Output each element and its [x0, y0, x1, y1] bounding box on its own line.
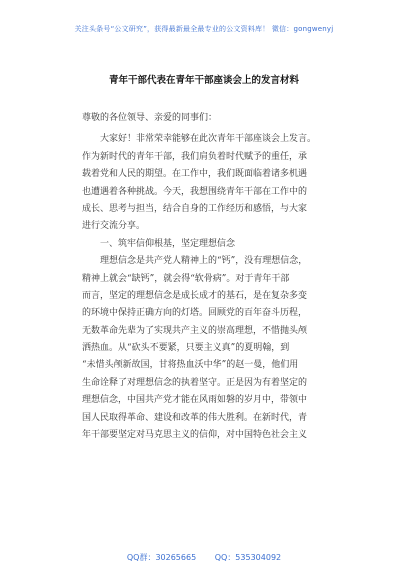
body-line: 年干部要坚定对马克思主义的信仰，对中国特色社会主义 [82, 430, 308, 441]
qq-group-label[interactable]: QQ群：30265665 [126, 553, 197, 562]
body-line: 成长、思考与担当，结合自身的工作经历和感悟，与大家 [82, 203, 308, 214]
body-line: 精神上就会“缺钙”，就会得“软骨病”。对于青年干部 [82, 273, 290, 284]
body-line: 载着党和人民的期望。在工作中，我们既面临着诸多机遇 [82, 169, 308, 180]
body-line: 的环境中保持正确方向的灯塔。回顾党的百年奋斗历程， [82, 308, 308, 319]
body-line: 而言，坚定的理想信念是成长成才的基石，是在复杂多变 [82, 290, 308, 301]
section-heading: 一、筑牢信仰根基，坚定理想信念 [100, 238, 236, 249]
qq-contact-label[interactable]: QQ：535304092 [214, 553, 282, 562]
salutation-line: 尊敬的各位领导、亲爱的同事们： [82, 113, 218, 123]
body-line: 生命诠释了对理想信念的执着坚守。正是因为有着坚定的 [82, 377, 308, 388]
body-line: 理想信念是共产党人精神上的“钙”，没有理想信念， [100, 256, 308, 267]
body-line: 大家好！非常荣幸能够在此次青年干部座谈会上发言。 [100, 134, 317, 145]
body-line: 国人民取得革命、建设和改革的伟大胜利。在新时代，青 [82, 412, 308, 423]
body-line: 作为新时代的青年干部，我们肩负着时代赋予的重任，承 [82, 151, 308, 162]
body-line: 也遭遇着各种挑战。今天，我想围绕青年干部在工作中的 [82, 186, 308, 197]
document-title: 青年干部代表在青年干部座谈会上的发言材料 [108, 75, 299, 86]
contact-footer [0, 552, 408, 563]
body-line: 无数革命先辈为了实现共产主义的崇高理想，不惜抛头颅 [82, 325, 308, 336]
body-line: 洒热血。从“砍头不要紧，只要主义真”的夏明翰，到 [82, 343, 290, 354]
body-line: “未惜头颅新故国，甘将热血沃中华”的赵一曼，他们用 [82, 360, 299, 371]
body-line: 进行交流分享。 [82, 221, 146, 232]
document-body [82, 110, 350, 444]
body-line: 理想信念，中国共产党才能在风雨如磐的岁月中，带领中 [82, 395, 308, 406]
promo-banner[interactable]: 关注头条号“公文研究”，获得最新最全最专业的公文资料库！ 微信：gongwenyj [74, 25, 334, 33]
